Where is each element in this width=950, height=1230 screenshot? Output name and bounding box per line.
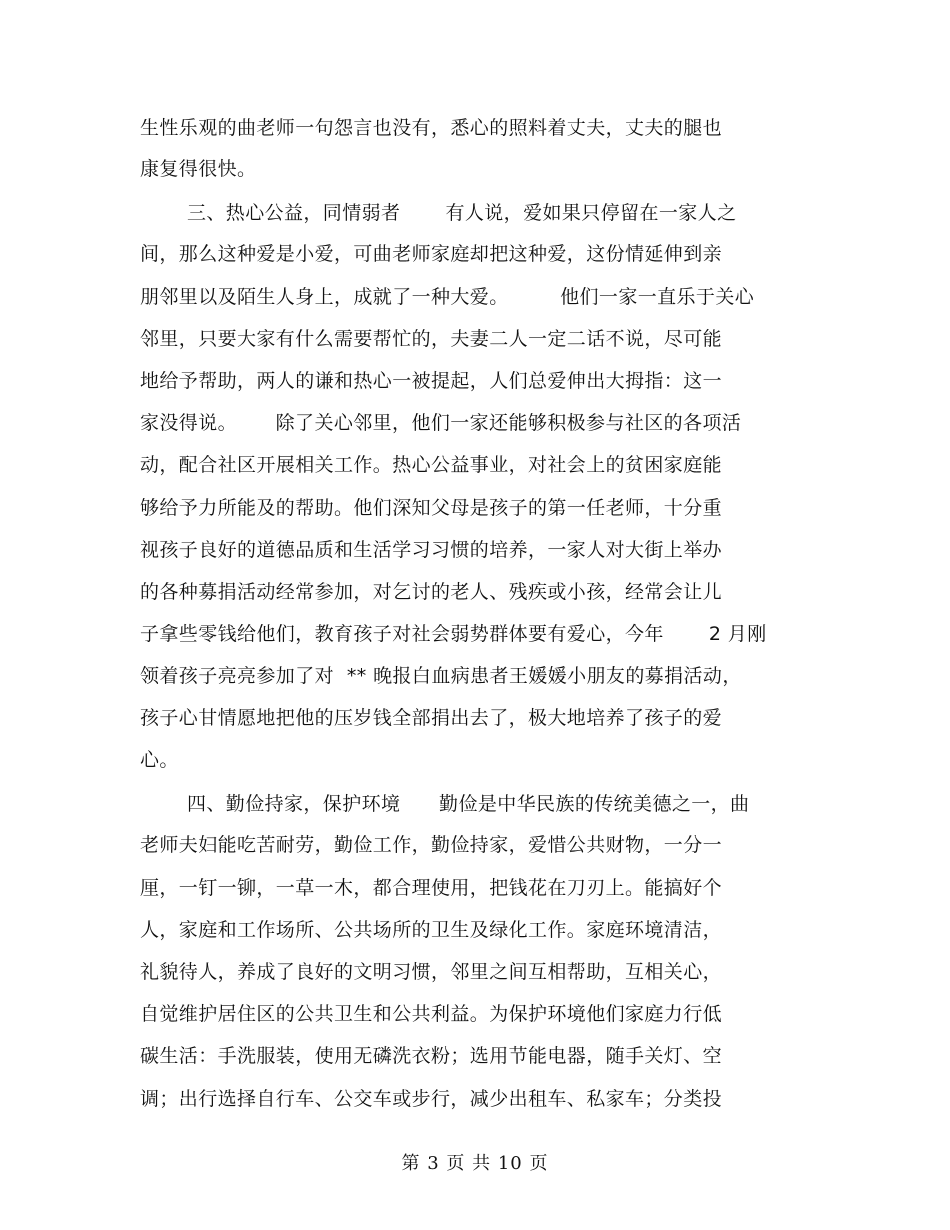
text-line-12: 的各种募捐活动经常参加，对乞讨的老人、残疾或小孩，经常会让儿 bbox=[140, 581, 723, 603]
text-line-13: 子拿些零钱给他们，教育孩子对社会弱势群体要有爱心，今年 2 月刚 bbox=[140, 623, 767, 645]
text-line-10: 够给予力所能及的帮助。他们深知父母是孩子的第一任老师，十分重 bbox=[140, 497, 723, 519]
text-line-4: 间，那么这种爱是小爱，可曲老师家庭却把这种爱，这份情延伸到亲 bbox=[140, 243, 723, 265]
text-line-11: 视孩子良好的道德品质和生活学习习惯的培养，一家人对大街上举办 bbox=[140, 539, 723, 561]
text-line-21: 礼貌待人，养成了良好的文明习惯，邻里之间互相帮助，互相关心， bbox=[140, 961, 723, 983]
text-line-15: 孩子心甘情愿地把他的压岁钱全部捐出去了，极大地培养了孩子的爱 bbox=[140, 707, 723, 729]
text-line-1: 生性乐观的曲老师一句怨言也没有，悉心的照料着丈夫，丈夫的腿也 bbox=[140, 117, 723, 139]
text-line-20: 人，家庭和工作场所、公共场所的卫生及绿化工作。家庭环境清洁， bbox=[140, 919, 723, 941]
text-line-17: 四、勤俭持家，保护环境 勤俭是中华民族的传统美德之一，曲 bbox=[187, 793, 750, 815]
text-line-24: 调；出行选择自行车、公交车或步行，减少出租车、私家车；分类投 bbox=[140, 1088, 723, 1110]
text-line-19: 厘，一钉一铆，一草一木，都合理使用，把钱花在刀刃上。能搞好个 bbox=[140, 877, 723, 899]
text-line-18: 老师夫妇能吃苦耐劳，勤俭工作，勤俭持家，爱惜公共财物，一分一 bbox=[140, 834, 723, 856]
text-line-2: 康复得很快。 bbox=[140, 158, 257, 180]
text-line-6: 邻里，只要大家有什么需要帮忙的，夫妻二人一定二话不说，尽可能 bbox=[140, 328, 723, 350]
text-line-23: 碳生活：手洗服装，使用无磷洗衣粉；选用节能电器，随手关灯、空 bbox=[140, 1045, 723, 1067]
text-line-9: 动，配合社区开展相关工作。热心公益事业，对社会上的贫困家庭能 bbox=[140, 454, 723, 476]
text-line-22: 自觉维护居住区的公共卫生和公共利益。为保护环境他们家庭力行低 bbox=[140, 1003, 723, 1025]
text-line-7: 地给予帮助，两人的谦和热心一被提起，人们总爱伸出大拇指：这一 bbox=[140, 370, 723, 392]
text-line-5: 朋邻里以及陌生人身上，成就了一种大爱。 他们一家一直乐于关心 bbox=[140, 286, 755, 308]
text-line-16: 心。 bbox=[140, 749, 179, 771]
text-line-14: 领着孩子亮亮参加了对 ** 晚报白血病患者王媛媛小朋友的募捐活动， bbox=[140, 665, 742, 687]
text-line-8: 家没得说。 除了关心邻里，他们一家还能够积极参与社区的各项活 bbox=[140, 412, 742, 434]
page-footer: 第 3 页 共 10 页 bbox=[401, 1153, 549, 1174]
text-line-3: 三、热心公益，同情弱者 有人说，爱如果只停留在一家人之 bbox=[187, 202, 737, 224]
